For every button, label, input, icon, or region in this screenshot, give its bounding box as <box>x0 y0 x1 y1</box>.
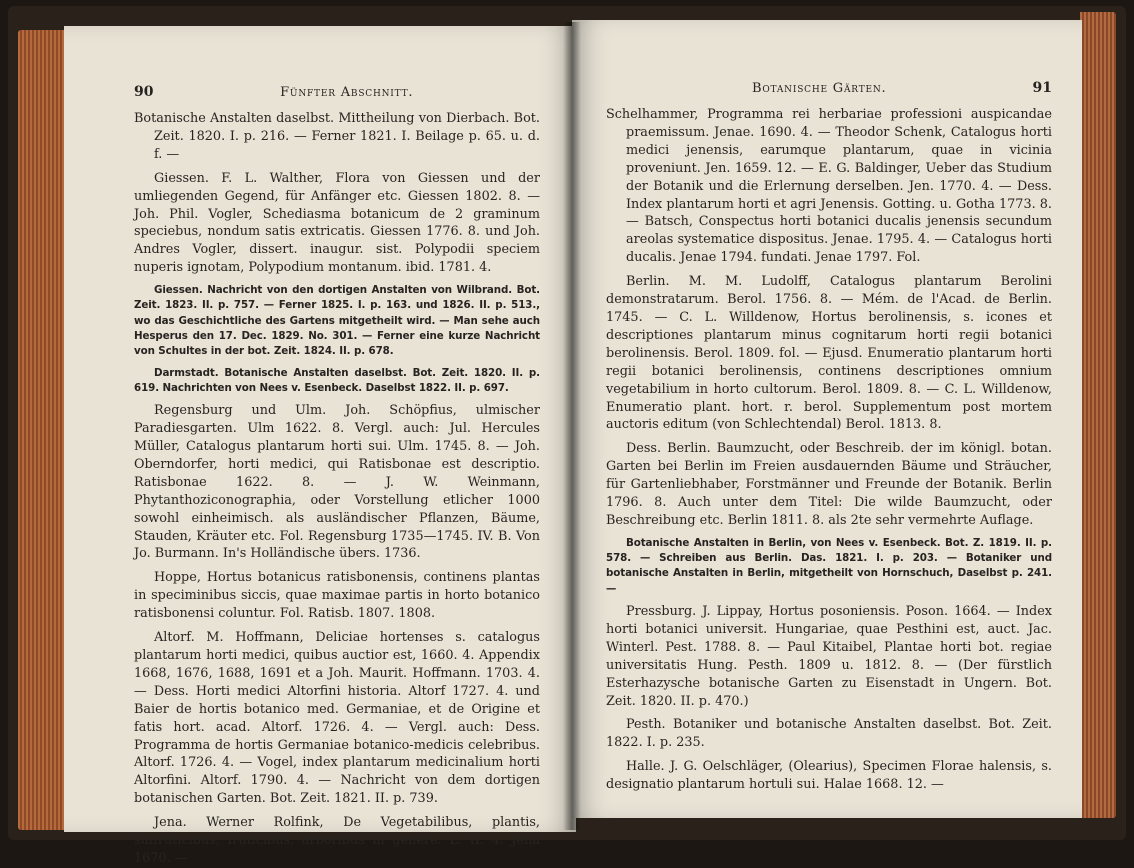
paragraph: Dess. Berlin. Baumzucht, oder Beschreib. der im königl. botan. Garten bei Berlin im Freien ausdauernden Bäume und Sträucher, für Gartenliebhaber, Forstmänner und Freunde der Botanik. Berlin 1796. 8. Auch unter dem Titel: Die wilde Baumzucht, oder Beschreibung etc. Berlin 1811. 8. als 2te sehr vermehrte Auflage. <box>606 441 1052 528</box>
book-gutter <box>563 22 581 830</box>
paragraph: Giessen. F. L. Walther, Flora von Giessen und der umliegenden Gegend, für Anfänger etc. Giessen 1802. 8. — Joh. Phil. Vogler, Schediasma botanicum de 2 graminum speciebus, nondum satis extricatis. Giessen 1776. 8. und Joh. Andres Vogler, dissert. inaugur. sist. Polypodii speciem nuperis ignotam, Polypodium montanum. ibid. 1781. 4. <box>134 170 540 276</box>
left-page-edges <box>18 30 70 830</box>
right-page <box>572 20 1082 818</box>
running-head: Fünfter Abschnitt. <box>280 85 414 100</box>
paragraph: Altorf. M. Hoffmann, Deliciae hortenses s. catalogus plantarum horti medici, quibus auctior est, 1660. 4. Appendix 1668, 1676, 1688, 1691 et a Joh. Maurit. Hoffmann. 1703. 4. — Dess. Horti medici Altorfini historia. Altorf 1727. 4. und Baier de hortis botanico med. Germaniae, et de Origine et fatis hort. acad. Altorf. 1726. 4. — Vergl. auch: Dess. Programma de hortis Germaniae botanico-medicis celebribus. Altorf. 1726. 4. — Vogel, index plantarum medicinalium horti Altorfini. Altorf. 1790. 4. — Nachricht von dem dortigen botanischen Garten. Bot. Zeit. 1821. II. p. 739. <box>134 630 540 807</box>
left-page <box>64 26 576 866</box>
paragraph: Hoppe, Hortus botanicus ratisbonensis, continens plantas in speciminibus siccis, quae maximae partis in horto botanico ratisbonensi coluntur. Fol. Ratisb. 1807. 1808. <box>134 570 540 622</box>
paragraph: Jena. Werner Rolfink, De Vegetabilibus, plantis, suffruticibus, fruticibus, arboribus in genere. L. II. 4. Jena 1670. — <box>134 815 540 866</box>
right-page-header <box>606 80 1052 96</box>
right-page-edges <box>1080 12 1116 818</box>
page-number: 90 <box>134 84 154 100</box>
paragraph: Schelhammer, Programma rei herbariae professioni auspicandae praemissum. Jenae. 1690. 4. — Theodor Schenk, Catalogus horti medici jenensis, earumque plantarum, quae in vicinia proveniunt. Jen. 1659. 12. — E. G. Baldinger, Ueber das Studium der Botanik und die Erlernung derselben. Jen. 1770. 4. — Dess. Index plantarum horti et agri Jenensis. Gotting. u. Gotha 1773. 8. — Batsch, Conspectus horti botanici ducalis jenensis secundum areolas systematice dispositus. Jenae. 1795. 4. — Catalogus horti ducalis. Jenae 1794. fundati. Jenae 1797. Fol. <box>606 107 1052 266</box>
paragraph: Pesth. Botaniker und botanische Anstalten daselbst. Bot. Zeit. 1822. I. p. 235. <box>606 717 1052 751</box>
footnote: Botanische Anstalten in Berlin, von Nees v. Esenbeck. Bot. Z. 1819. II. p. 578. — Schreiben aus Berlin. Das. 1821. I. p. 203. — Botaniker und botanische Anstalten in Berlin, mitgetheilt von Hornschuch, Daselbst p. 241. — <box>606 536 1052 595</box>
running-head: Botanische Gärten. <box>752 81 887 96</box>
paragraph: Pressburg. J. Lippay, Hortus posoniensis. Poson. 1664. — Index horti botanici universit. Hungariae, quae Pesthini est, auct. Jac. Winterl. Pest. 1788. 8. — Paul Kitaibel, Plantae horti bot. regiae universitatis Hung. Pesth. 1809 u. 1812. 8. — (Der fürstlich Esterhazysche botanische Garten zu Eisenstadt in Ungern. Bot. Zeit. 1820. II. p. 470.) <box>606 604 1052 709</box>
footnote: Darmstadt. Botanische Anstalten daselbst. Bot. Zeit. 1820. II. p. 619. Nachrichten von Nees v. Esenbeck. Daselbst 1822. II. p. 697. <box>134 366 540 394</box>
left-page-header <box>134 84 540 100</box>
paragraph: Regensburg und Ulm. Joh. Schöpfius, ulmischer Paradiesgarten. Ulm 1622. 8. Vergl. auch: Jul. Hercules Müller, Catalogus plantarum horti sui. Ulm. 1745. 8. — Joh. Oberndorfer, horti medici, qui Ratisbonae est descriptio. Ratisbonae 1622. 8. — J. W. Weinmann, Phytanthoziconographia, oder Vorstellung etlicher 1000 sowohl einheimisch. als ausländischer Pflanzen, Bäume, Stauden, Kräuter etc. Fol. Regensburg 1735—1745. IV. B. Von Jo. Burmann. In's Holländische übers. 1736. <box>134 403 540 562</box>
paragraph: Halle. J. G. Oelschläger, (Olearius), Specimen Florae halensis, s. designatio plantarum hortuli sui. Halae 1668. 12. — <box>606 759 1052 793</box>
paragraph: Berlin. M. M. Ludolff, Catalogus plantarum Berolini demonstratarum. Berol. 1756. 8. — Mém. de l'Acad. de Berlin. 1745. — C. L. Willdenow, Hortus berolinensis, s. icones et descriptiones plantarum minus cognitarum horti regii botanici berolinensis. Berol. 1809. fol. — Ejusd. Enumeratio plantarum horti regii botanici berolinensis, continens descriptiones omnium vegetabilium in horto cultorum. Berol. 1809. 8. — C. L. Willdenow, Enumeratio plant. hort. r. berol. Supplementum post mortem auctoris editum (von Schlechtendal) Berol. 1813. 8. <box>606 274 1052 433</box>
footnote: Giessen. Nachricht von den dortigen Anstalten von Wilbrand. Bot. Zeit. 1823. II. p. 757. — Ferner 1825. I. p. 163. und 1826. II. p. 513., wo das Geschichtliche des Gartens mitgetheilt wird. — Man sehe auch Hesperus den 17. Dec. 1829. No. 301. — Ferner eine kurze Nachricht von Schultes in der bot. Zeit. 1824. II. p. 678. <box>134 284 540 358</box>
page-number: 91 <box>1032 80 1052 96</box>
paragraph: Botanische Anstalten daselbst. Mittheilung von Dierbach. Bot. Zeit. 1820. I. p. 216. — Ferner 1821. I. Beilage p. 65. u. d. f. — <box>134 111 540 162</box>
